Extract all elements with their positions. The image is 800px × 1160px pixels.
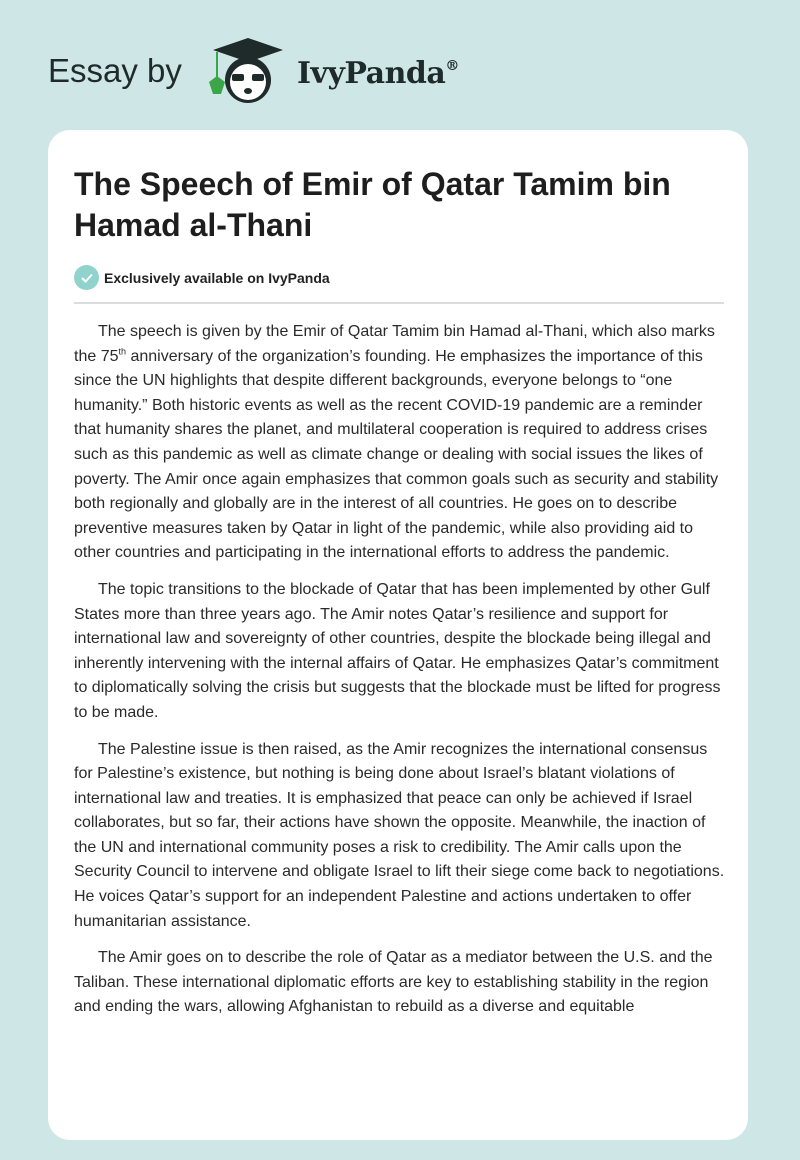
check-icon <box>74 265 99 290</box>
paragraph <box>74 320 726 566</box>
essay-by-label: Essay by <box>48 52 182 89</box>
site-header <box>0 20 800 120</box>
divider <box>74 302 724 304</box>
essay-card <box>48 130 748 1140</box>
paragraph: The topic transitions to the blockade of Qatar that has been implemented by other Gulf States more than three years ago. The Amir notes Qatar’s resilience and support for international law and sovereignty of other countries, despite the blockade being illegal and inherently intervening with the internal affairs of Qatar. He emphasizes Qatar’s commitment to diplomatically solving the crisis but suggests that the blockade must be lifted for progress to be made. <box>74 580 721 721</box>
panda-logo-icon[interactable] <box>203 36 289 106</box>
page-title: The Speech of Emir of Qatar Tamim bin Hamad al-Thani <box>74 166 671 243</box>
superscript: th <box>118 346 126 357</box>
paragraph: The Amir goes on to describe the role of Qatar as a mediator between the U.S. and the Taliban. These international diplomatic efforts are key to establishing stability in the region and ending the wars, allowing Afghanistan to rebuild as a diverse and equitable <box>74 949 713 1016</box>
brand-name[interactable] <box>297 56 459 91</box>
exclusive-badge <box>74 265 330 290</box>
essay-body <box>74 320 726 1032</box>
badge-label: Exclusively available on IvyPanda <box>104 269 330 286</box>
paragraph: The Palestine issue is then raised, as the Amir recognizes the international consensus for Palestine’s existence, but nothing is being done about Israel’s blatant violations of international law and treaties. It is emphasized that peace can only be achieved if Israel collaborates, but so far, their actions have shown the opposite. Meanwhile, the inaction of the UN and international community poses a risk to credibility. The Amir calls upon the Security Council to intervene and obligate Israel to lift their siege come back to negotiations. He voices Qatar’s support for an independent Palestine and actions undertaken to offer humanitarian assistance. <box>74 740 725 930</box>
registered-mark: ® <box>445 58 459 74</box>
brand-text: IvyPanda <box>297 56 446 91</box>
paragraph-text: anniversary of the organization’s founding. He emphasizes the importance of this since the UN highlights that despite different backgrounds, everyone belongs to “one humanity.” Both historic events as well as the recent COVID-19 pandemic are a reminder that humanity shares the planet, and multilateral cooperation is required to address crises such as this pandemic as well as climate change or dealing with social issues the likes of poverty. The Amir once again emphasizes that common goals such as security and stability both regionally and globally are in the interest of all countries. He goes on to describe preventive measures taken by Qatar in light of the pandemic, while also providing aid to other countries and participating in the international efforts to address the pandemic. <box>74 347 719 562</box>
paragraph-text: The speech is given by the Emir of Qatar Tamim bin Hamad al-Thani, which also marks the 75 <box>74 323 715 365</box>
